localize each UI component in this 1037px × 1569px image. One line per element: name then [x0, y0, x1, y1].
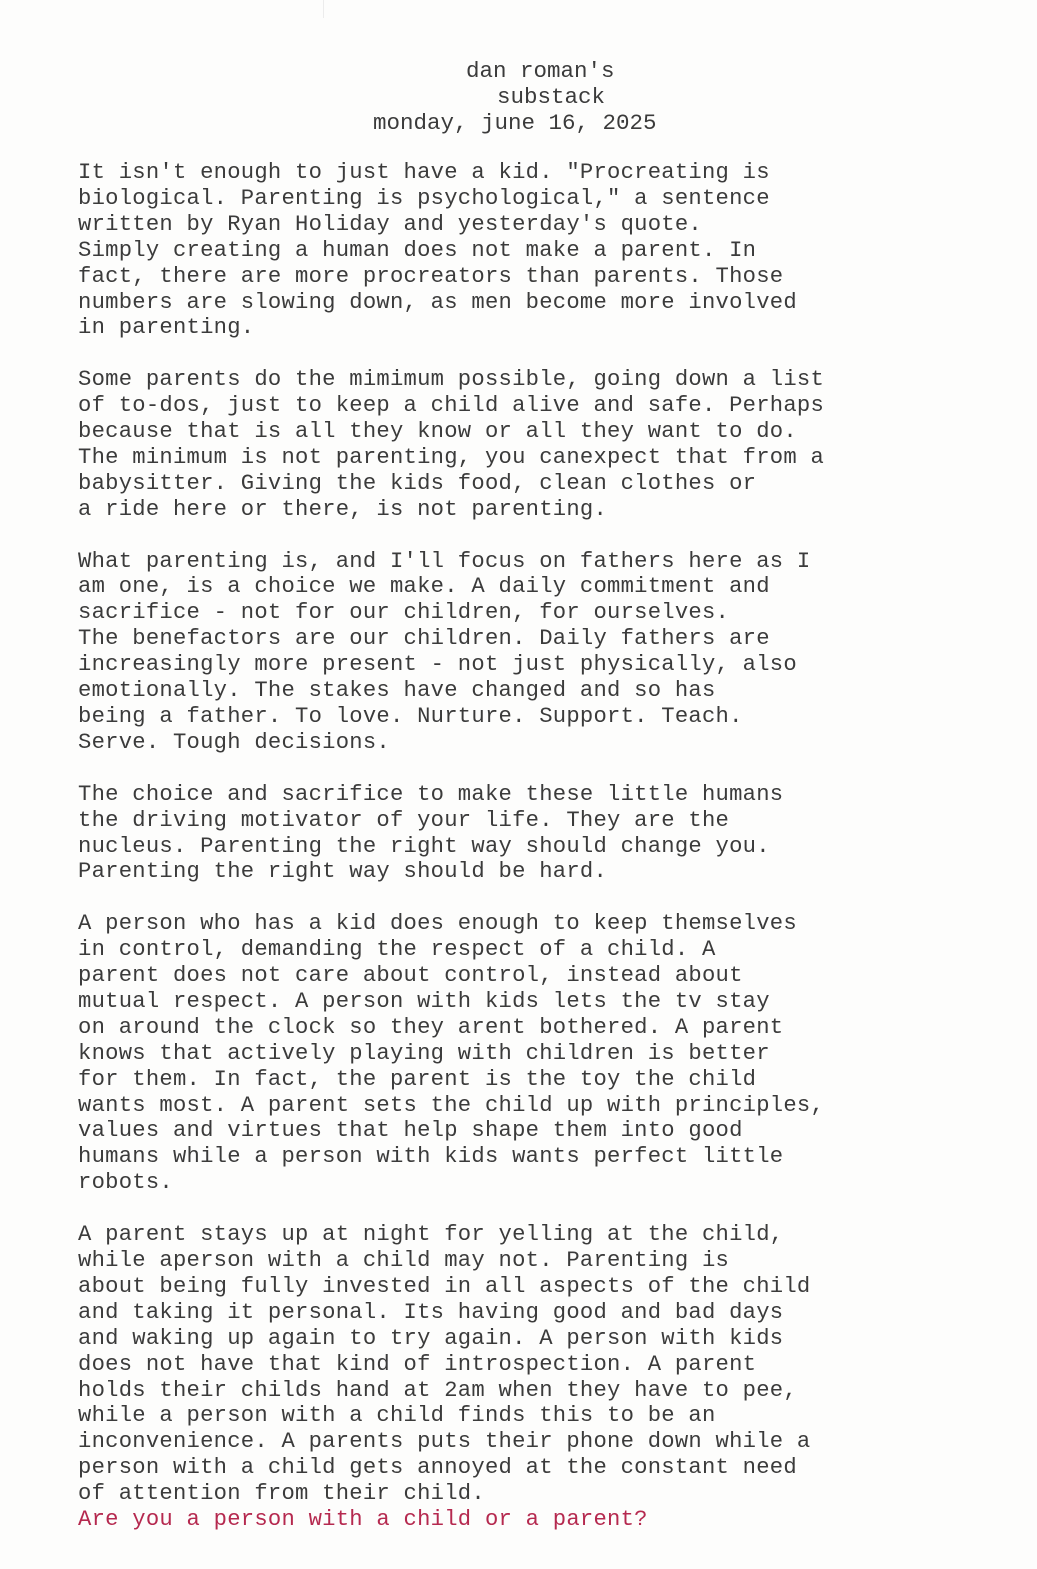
text-line: Parenting the right way should be hard.: [78, 859, 608, 885]
text-line: humans while a person with kids wants perfect little: [78, 1144, 784, 1170]
paragraph-gap: [78, 1196, 978, 1222]
text-line: It isn't enough to just have a kid. "Procreating is: [78, 160, 770, 185]
text-line: holds their childs hand at 2am when they have to pee,: [78, 1377, 797, 1403]
text-line: Serve. Tough decisions.: [78, 729, 390, 755]
paragraph: [78, 160, 978, 341]
text-line: while a person with a child finds this to be an: [78, 1403, 716, 1429]
paragraph: [78, 367, 978, 522]
text-line: Simply creating a human does not make a parent. In: [78, 237, 757, 263]
text-line: am one, is a choice we make. A daily commitment and: [78, 574, 770, 600]
text-line: for them. In fact, the parent is the toy the child: [78, 1066, 757, 1092]
paragraph-gap: [78, 756, 978, 782]
paragraph: [78, 549, 978, 756]
text-line: Some parents do the mimimum possible, going down a list: [78, 367, 825, 393]
text-line: wants most. A parent sets the child up with principles,: [78, 1092, 825, 1118]
text-line: the driving motivator of your life. They are the: [78, 807, 730, 833]
paper-crease: [323, 0, 324, 18]
paragraph: [78, 782, 978, 886]
paragraph: [78, 911, 978, 1196]
paragraph-gap: [78, 885, 978, 911]
text-line: of to-dos, just to keep a child alive and safe. Perhaps: [78, 393, 825, 419]
text-line: being a father. To love. Nurture. Support. Teach.: [78, 704, 743, 729]
text-line: of attention from their child.: [78, 1481, 485, 1507]
text-line: The choice and sacrifice to make these little humans: [78, 781, 784, 807]
text-line: inconvenience. A parents puts their phone down while a: [78, 1429, 811, 1455]
closing-question: Are you a person with a child or a parent?: [78, 1507, 648, 1533]
text-line: on around the clock so they arent bothered. A parent: [78, 1014, 784, 1040]
paragraph-gap: [78, 341, 978, 367]
text-line: emotionally. The stakes have changed and so has: [78, 678, 716, 704]
text-line: fact, there are more procreators than parents. Those: [78, 263, 784, 289]
header-author: dan roman's: [466, 58, 615, 84]
text-line: and taking it personal. Its having good and bad days: [78, 1299, 784, 1325]
text-line: values and virtues that help shape them into good: [78, 1118, 743, 1144]
text-line: because that is all they know or all they want to do.: [78, 419, 797, 445]
text-line: robots.: [78, 1170, 173, 1196]
text-line: while aperson with a child may not. Parenting is: [78, 1247, 730, 1273]
text-line: The benefactors are our children. Daily fathers are: [78, 626, 770, 652]
header-publication: substack: [497, 84, 606, 110]
paragraph-gap: [78, 523, 978, 549]
header-date: monday, june 16, 2025: [373, 110, 657, 136]
text-line: does not have that kind of introspection. A parent: [78, 1351, 757, 1377]
letter-body: [78, 160, 978, 1533]
text-line: knows that actively playing with children is better: [78, 1040, 770, 1066]
text-line: a ride here or there, is not parenting.: [78, 496, 608, 522]
paragraph: [78, 1222, 978, 1507]
text-line: in control, demanding the respect of a child. A: [78, 937, 716, 963]
text-line: numbers are slowing down, as men become more involved: [78, 289, 797, 315]
text-line: nucleus. Parenting the right way should change you.: [78, 833, 770, 859]
text-line: about being fully invested in all aspects of the child: [78, 1273, 811, 1299]
text-line: person with a child gets annoyed at the constant need: [78, 1455, 797, 1481]
text-line: and waking up again to try again. A person with kids: [78, 1325, 784, 1351]
text-line: parent does not care about control, instead about: [78, 963, 743, 989]
text-line: The minimum is not parenting, you canexpect that from a: [78, 444, 825, 470]
text-line: A person who has a kid does enough to keep themselves: [78, 911, 797, 937]
text-line: sacrifice - not for our children, for ourselves.: [78, 600, 730, 626]
text-line: mutual respect. A person with kids lets the tv stay: [78, 988, 770, 1014]
text-line: babysitter. Giving the kids food, clean clothes or: [78, 470, 757, 496]
text-line: in parenting.: [78, 315, 255, 341]
text-line: written by Ryan Holiday and yesterday's quote.: [78, 211, 702, 237]
text-line: increasingly more present - not just physically, also: [78, 652, 797, 678]
text-line: A parent stays up at night for yelling at the child,: [78, 1222, 784, 1248]
text-line: biological. Parenting is psychological," a sentence: [78, 185, 770, 211]
text-line: What parenting is, and I'll focus on fathers here as I: [78, 548, 811, 574]
